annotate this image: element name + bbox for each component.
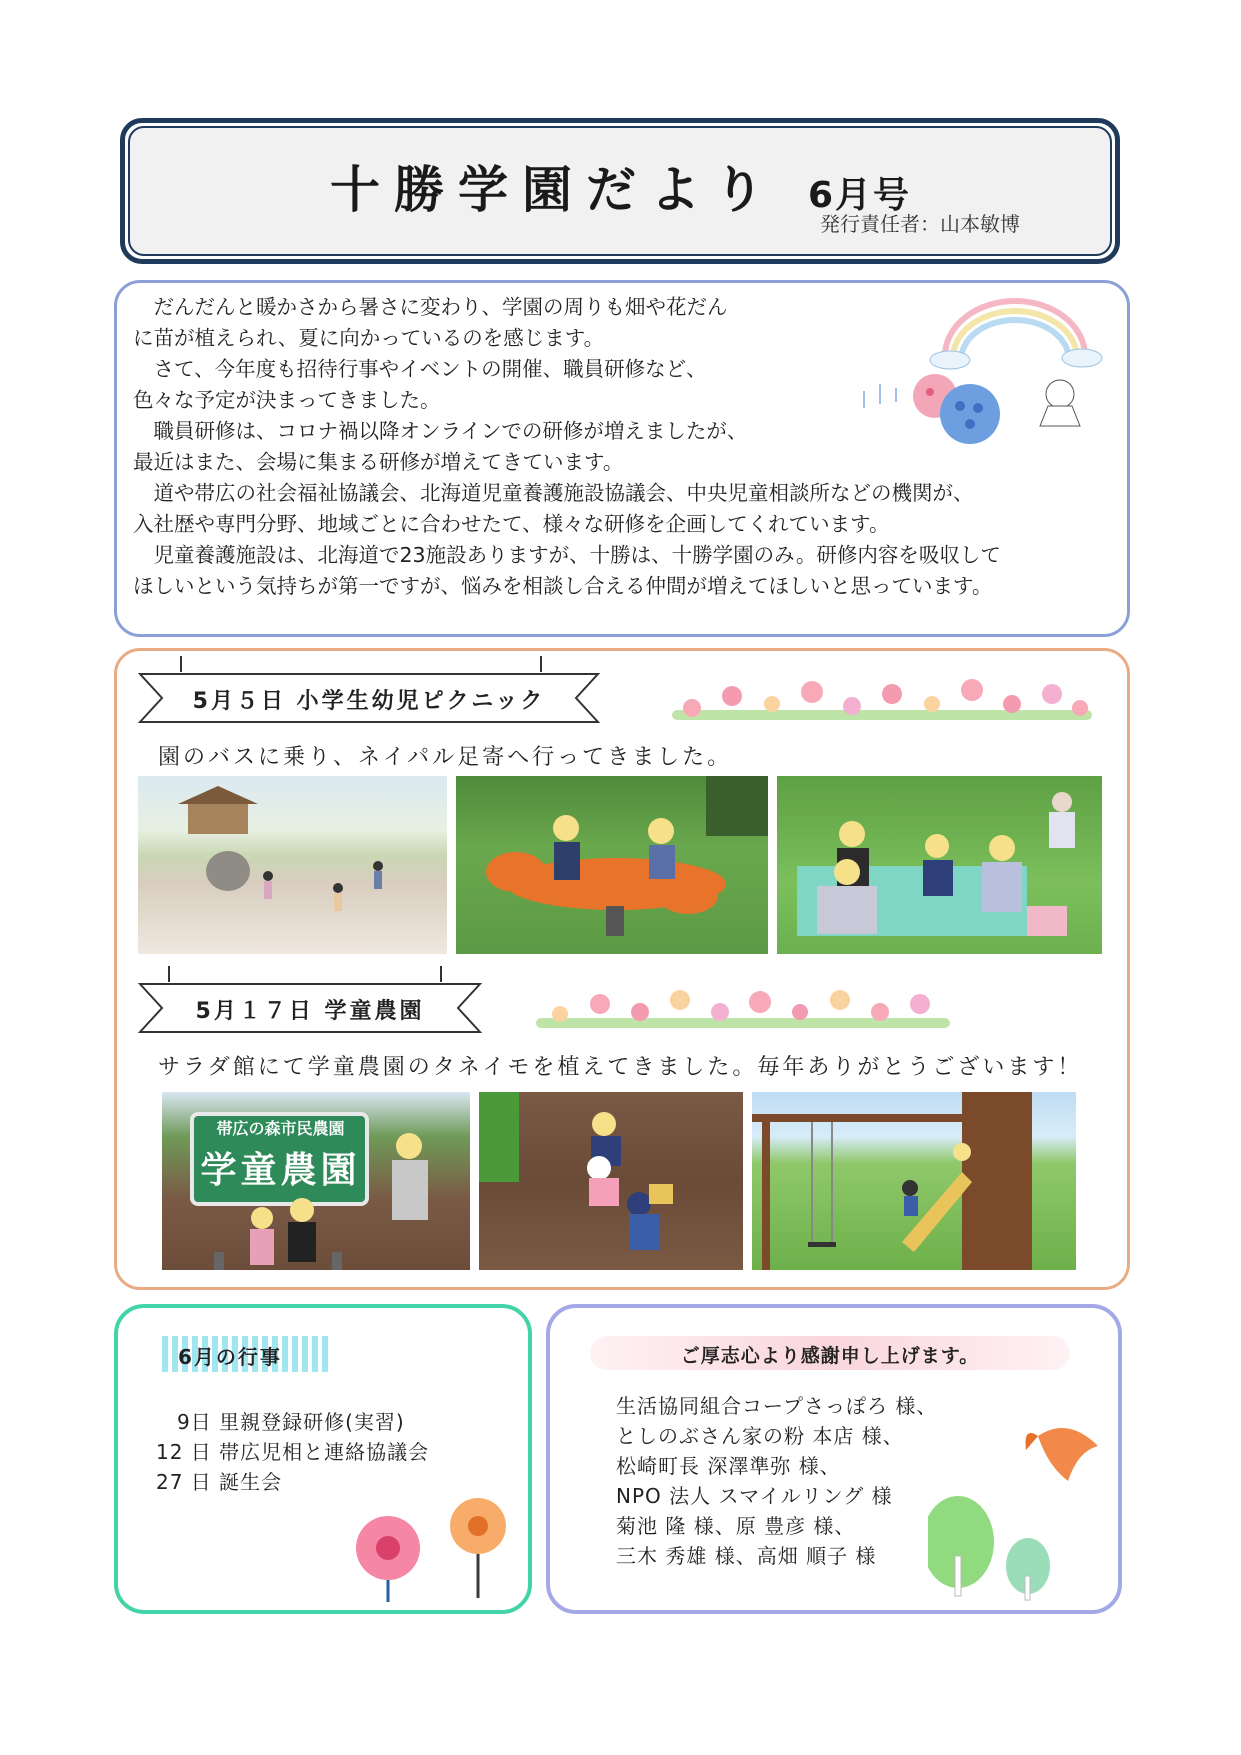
intro-line: 色々な予定が決まってきました。 <box>133 388 441 412</box>
banner-hook <box>440 966 442 982</box>
newsletter-title <box>0 150 1241 222</box>
farm-sign-line1: 帯広の森市民農園 <box>216 1119 345 1138</box>
publisher-line: 発行責任者：山本敏博 <box>820 212 1020 236</box>
intro-line: 職員研修は、コロナ禍以降オンラインでの研修が増えましたが、 <box>133 419 748 443</box>
farm-sign-line2: 学童農園 <box>200 1150 361 1191</box>
banner-hook <box>540 656 542 672</box>
donor-line: 生活協同組合コープさっぽろ 様、 <box>616 1394 938 1418</box>
issue-label: 6月号 <box>807 175 912 216</box>
schedule-heading <box>162 1336 332 1372</box>
schedule-item: 9日 里親登録研修(実習) <box>156 1410 405 1434</box>
photo-farm-sign <box>162 1092 470 1270</box>
intro-line: 道や帯広の社会福祉協議会、北海道児童養護施設協議会、中央児童相談所などの機関が、 <box>133 481 974 505</box>
banner-hook <box>180 656 182 672</box>
schedule-item: 12 日 帯広児相と連絡協議会 <box>156 1440 430 1464</box>
donor-line: 松崎町長 深澤準弥 様、 <box>616 1454 841 1478</box>
intro-line: 入社歴や専門分野、地域ごとに合わせたて、様々な研修を企画してくれています。 <box>133 512 890 536</box>
intro-line: 最近はまた、会場に集まる研修が増えてきています。 <box>133 450 624 474</box>
intro-line: さて、今年度も招待行事やイベントの開催、職員研修など、 <box>133 357 707 381</box>
photo-pond-playground <box>138 776 447 954</box>
donor-line: 菊池 隆 様、原 豊彦 様、 <box>616 1514 856 1538</box>
donor-line: としのぶさん家の粉 本店 様、 <box>616 1424 904 1448</box>
event-title: 5月１７日 学童農園 <box>195 999 425 1024</box>
intro-line: ほしいという気持ちが第一ですが、悩みを相談し合える仲間が増えてほしいと思っています。 <box>133 574 993 598</box>
photo-planting-potatoes <box>479 1092 743 1270</box>
banner-hook <box>168 966 170 982</box>
schedule-title: 6月の行事 <box>178 1345 282 1369</box>
schedule-item: 27 日 誕生会 <box>156 1470 283 1494</box>
flower-illustration <box>338 1490 518 1608</box>
photo-seesaw <box>456 776 768 954</box>
intro-line: 児童養護施設は、北海道で23施設ありますが、十勝は、十勝学園のみ。研修内容を吸収して <box>133 543 1001 567</box>
event-caption: 園のバスに乗り、ネイパル足寄へ行ってきました。 <box>158 745 733 770</box>
title-text: 十勝学園だより <box>329 161 778 219</box>
event-banner-farm <box>138 982 482 1034</box>
photo-picnic-lunch <box>777 776 1102 954</box>
photo-playground-swings <box>752 1092 1076 1270</box>
rainbow-hydrangea-illustration <box>850 296 1115 466</box>
event-title: 5月５日 小学生幼児ピクニック <box>192 689 546 714</box>
thanks-heading <box>590 1336 1070 1370</box>
donor-line: NPO 法人 スマイルリング 様 <box>616 1484 893 1508</box>
donor-line: 三木 秀雄 様、高畑 順子 様 <box>616 1544 877 1568</box>
thanks-title: ご厚志心より感謝申し上げます。 <box>680 1345 980 1367</box>
intro-line: に苗が植えられ、夏に向かっているのを感じます。 <box>133 326 605 350</box>
flower-border-decoration <box>536 984 950 1038</box>
event-caption: サラダ館にて学童農園のタネイモを植えてきました。毎年ありがとうございます！ <box>158 1055 1083 1080</box>
flower-border-decoration <box>672 674 1092 730</box>
bird-and-trees-illustration <box>928 1406 1108 1602</box>
event-banner-picnic <box>138 672 600 724</box>
intro-line: だんだんと暖かさから暑さに変わり、学園の周りも畑や花だん <box>133 295 728 319</box>
